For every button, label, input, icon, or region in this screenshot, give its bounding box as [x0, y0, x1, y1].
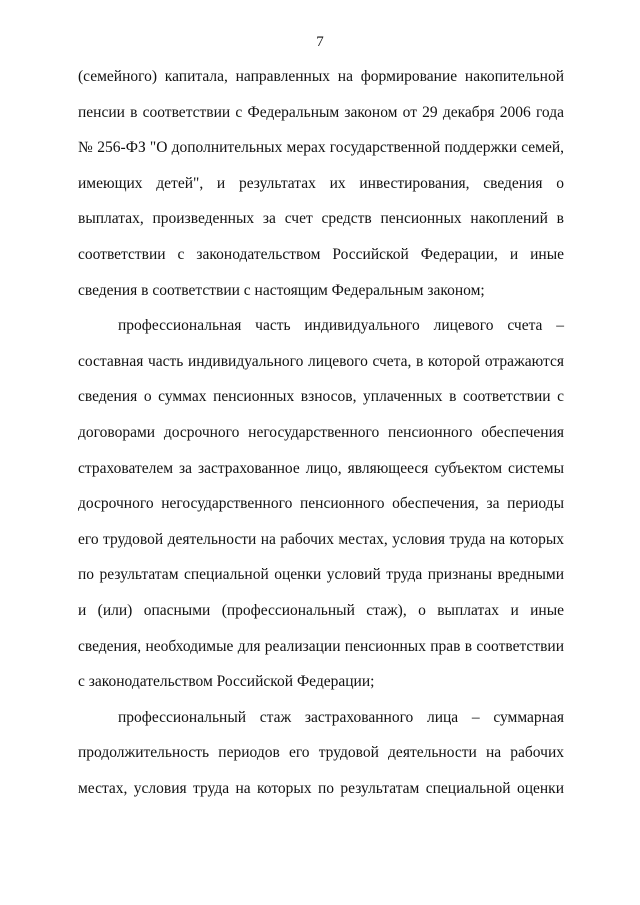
paragraph-professional-part: профессиональная часть индивидуального лицевого счета – составная часть индивидуального лицевого счета, в которой отражаются сведения о суммах пенсионных взносов, уплаченных в соответствии с договорами досрочного негосударственного пенсионного обеспечения страхователем за застрахованное лицо, являющееся субъектом системы досрочного негосударственного пенсионного обеспечения, за периоды его трудовой деятельности на рабочих местах, условия труда на которых по результатам специальной оценки условий труда признаны вредными и (или) опасными (профессиональный стаж), о выплатах и иные сведения, необходимые для реализации пенсионных прав в соответствии с законодательством Российской Федерации;: [78, 317, 564, 691]
paragraph-continuation: (семейного) капитала, направленных на формирование накопительной пенсии в соответствии с Федеральным законом от 29 декабря 2006 года № 256-ФЗ "О дополнительных мерах государственной поддержки семей, имеющих детей", и результатах их инвестирования, сведения о выплатах, произведенных за счет средств пенсионных накоплений в соответствии с законодательством Российской Федерации, и иные сведения в соответствии с настоящим Федеральным законом;: [78, 68, 564, 299]
paragraph-professional-stazh: профессиональный стаж застрахованного лица – суммарная продолжительность периодов его трудовой деятельности на рабочих местах, условия труда на которых по результатам специальной оценки: [78, 708, 564, 797]
page-number: 7: [316, 34, 324, 50]
document-body: [78, 59, 564, 806]
